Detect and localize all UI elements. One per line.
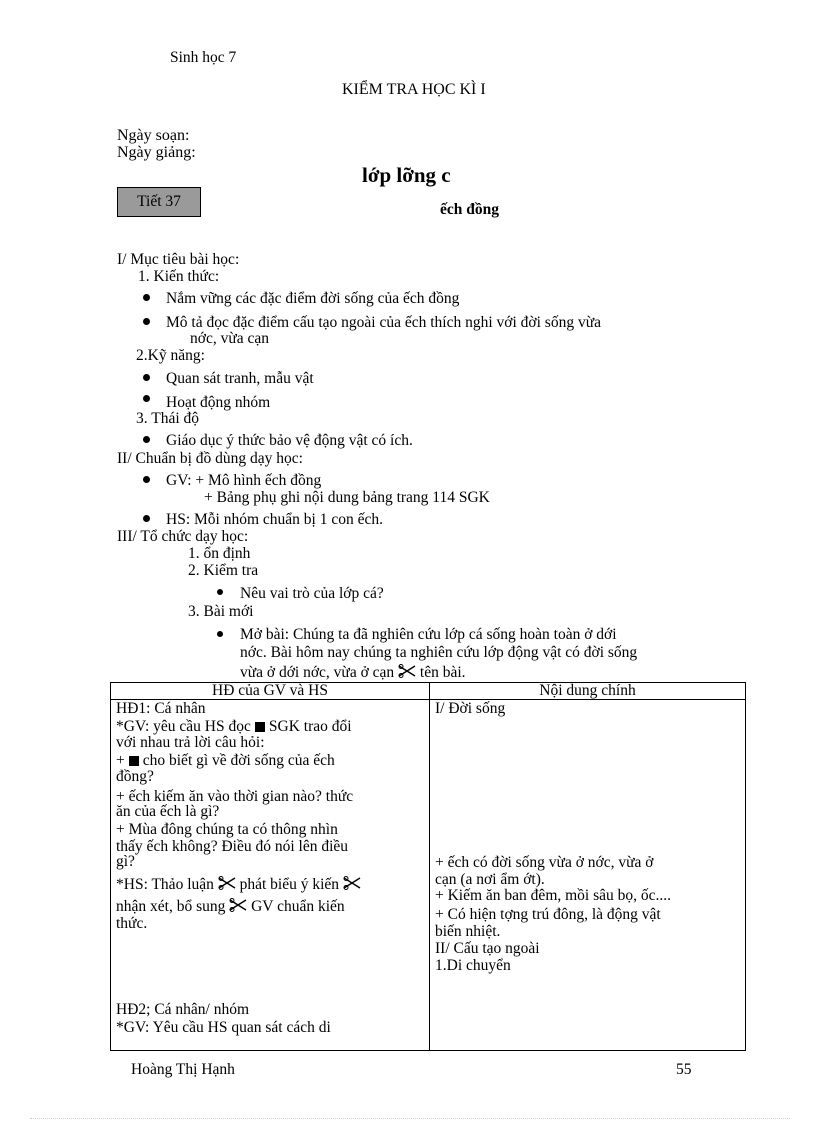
right-line: + Kiếm ăn ban đêm, mồi sâu bọ, ốc.... (435, 887, 672, 904)
left-line-part: phát biểu ý kiến (239, 876, 340, 893)
left-line-part: cho biết gì về đời sống của ếch (142, 752, 335, 769)
page-divider (30, 1118, 790, 1119)
right-line: 1.Di chuyển (435, 957, 511, 974)
intro-line3 (240, 664, 466, 681)
step-1: 1. ổn định (188, 545, 251, 562)
bullet (143, 374, 150, 381)
col1-header: HĐ của GV và HS (111, 683, 430, 700)
step-2: 2. Kiểm tra (188, 562, 259, 579)
left-line: *GV: Yêu cầu HS quan sát cách di (116, 1019, 331, 1036)
attitude-heading: 3. Thái độ (136, 410, 199, 427)
left-cell (111, 700, 430, 1051)
scissors-icon (398, 664, 416, 678)
scissors-icon (229, 898, 247, 912)
right-line: cạn (a nơi ẩm ớt). (435, 871, 545, 888)
organization-heading: III/ Tổ chức dạy học: (117, 528, 249, 545)
right-cell (430, 700, 746, 1051)
bullet (143, 318, 150, 325)
bullet (217, 589, 223, 595)
scissors-icon (343, 876, 361, 890)
lesson-number: Tiết 37 (137, 193, 181, 210)
lesson-topic: ếch đồng (440, 201, 499, 218)
right-line: + ếch có đời sống vừa ở nớc, vừa ở (435, 854, 654, 871)
square-icon (129, 756, 139, 766)
right-line: II/ Cấu tạo ngoài (435, 940, 540, 957)
left-line-part: nhận xét, bổ sung (116, 898, 226, 915)
left-line-part: SGK trao đổi (268, 718, 352, 735)
bullet (143, 395, 150, 402)
footer-author: Hoàng Thị Hạnh (131, 1061, 235, 1078)
left-line-part: + (116, 752, 125, 769)
gv-prep-line2: + Bảng phụ ghi nội dung bảng trang 114 SGK (204, 489, 490, 506)
attitude-item: Giáo dục ý thức bảo vệ động vật có ích. (166, 432, 413, 449)
bullet (143, 436, 150, 443)
left-line (116, 753, 335, 769)
intro-line3-end: tên bài. (419, 664, 466, 681)
left-line: + ếch kiếm ăn vào thời gian nào? thức (116, 788, 354, 805)
left-line: với nhau trả lời câu hỏi: (116, 734, 265, 751)
left-line-part: GV chuẩn kiến (251, 898, 345, 915)
knowledge-item: Nắm vững các đặc điểm đời sống của ếch đồng (166, 290, 460, 307)
footer-page-number: 55 (676, 1061, 692, 1078)
intro-line3-text: vừa ở dới nớc, vừa ở cạn (240, 664, 395, 681)
bullet (217, 631, 223, 637)
knowledge-item-continued: nớc, vừa cạn (190, 330, 269, 347)
left-line: HĐ1: Cá nhân (116, 700, 206, 717)
left-line: ăn của ếch là gì? (116, 803, 220, 820)
skill-item: Quan sát tranh, mẫu vật (166, 370, 314, 387)
intro-line2: nớc. Bài hôm nay chúng ta nghiên cứu lớp động vật có đời sống (240, 644, 638, 661)
left-line-part: *GV: yêu cầu HS đọc (116, 718, 251, 735)
left-line (116, 876, 361, 893)
left-line: thức. (116, 915, 148, 932)
square-icon (255, 722, 265, 732)
hs-prep: HS: Mỗi nhóm chuẩn bị 1 con ếch. (166, 511, 383, 528)
prepared-date-label: Ngày soạn: (117, 127, 190, 144)
gv-prep-line1: GV: + Mô hình ếch đồng (166, 472, 322, 489)
bullet (143, 515, 150, 522)
left-line-part: *HS: Thảo luận (116, 876, 214, 893)
right-line: I/ Đời sống (435, 700, 506, 717)
step-3: 3. Bài mới (188, 603, 254, 620)
left-line: đồng? (116, 768, 154, 785)
right-line: + Có hiện tợng trú đông, là động vật (435, 906, 661, 923)
subject-label: Sinh học 7 (170, 49, 237, 66)
knowledge-item: Mô tả đọc đặc điểm cấu tạo ngoài của ếch thích nghi với đời sống vừa (166, 314, 601, 331)
col2-header: Nội dung chính (430, 683, 746, 700)
left-line: HĐ2; Cá nhân/ nhóm (116, 1001, 250, 1018)
left-line: gì? (116, 853, 135, 870)
preparation-heading: II/ Chuẩn bị đồ dùng dạy học: (117, 450, 303, 467)
check-question: Nêu vai trò của lớp cá? (240, 585, 384, 602)
knowledge-heading: 1. Kiến thức: (138, 268, 220, 285)
skills-heading: 2.Kỹ năng: (136, 347, 205, 364)
left-line: + Mùa đông chúng ta có thông nhìn (116, 821, 338, 838)
objectives-heading: I/ Mục tiêu bài học: (117, 251, 240, 268)
left-line: thấy ếch không? Điều đó nói lên điều (116, 838, 349, 855)
exam-title: KIỂM TRA HỌC KÌ I (342, 81, 486, 98)
skill-item: Hoạt động nhóm (166, 394, 271, 411)
activity-table (110, 682, 746, 1051)
lesson-number-box (117, 187, 201, 217)
taught-date-label: Ngày giảng: (117, 144, 196, 161)
bullet (143, 294, 150, 301)
right-line: biến nhiệt. (435, 923, 501, 940)
bullet (143, 476, 150, 483)
scissors-icon (218, 876, 236, 890)
left-line (116, 898, 345, 915)
intro-line1: Mở bài: Chúng ta đã nghiên cứu lớp cá sống hoàn toàn ở dới (240, 626, 617, 643)
left-line (116, 719, 352, 735)
class-title: lớp lỡng c (362, 163, 451, 187)
